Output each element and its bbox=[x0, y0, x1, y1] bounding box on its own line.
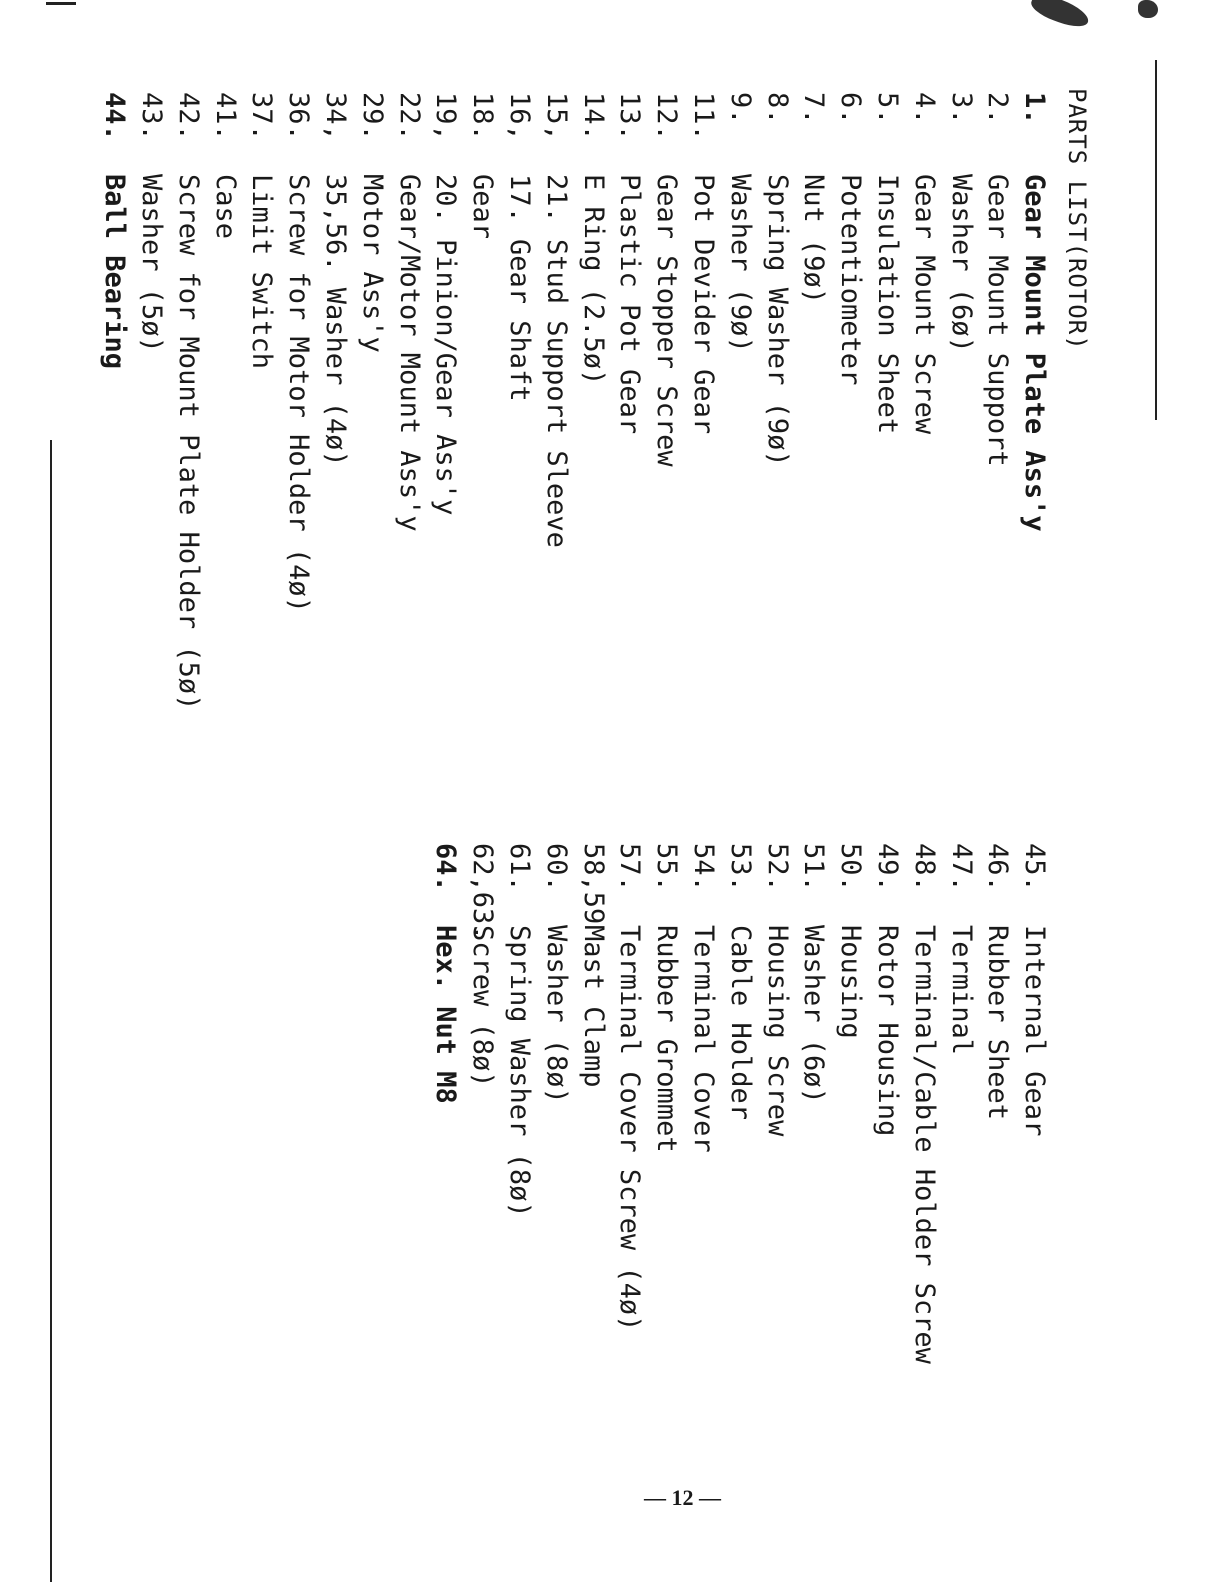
part-name: 35,56. Washer (4ø) bbox=[319, 174, 351, 467]
part-name: Potentiometer bbox=[835, 174, 867, 386]
part-item bbox=[722, 843, 759, 1364]
part-item bbox=[538, 843, 575, 1364]
part-number: 36. bbox=[283, 92, 315, 141]
part-name: Pot Devider Gear bbox=[687, 174, 719, 435]
part-number: 8. bbox=[761, 92, 793, 125]
part-name: Spring Washer (8ø) bbox=[503, 925, 535, 1218]
part-number: 54. bbox=[687, 843, 719, 892]
part-name: Screw for Mount Plate Holder (5ø) bbox=[172, 174, 204, 711]
part-name: Washer (6ø) bbox=[945, 174, 977, 353]
part-number: 57. bbox=[614, 843, 646, 892]
part-name: Washer (9ø) bbox=[724, 174, 756, 353]
part-item bbox=[906, 843, 943, 1364]
part-item bbox=[501, 843, 538, 1364]
part-name: Gear Mount Plate Ass'y bbox=[1019, 174, 1051, 532]
part-number: 37. bbox=[246, 92, 278, 141]
part-item bbox=[611, 843, 648, 1364]
part-item bbox=[795, 92, 832, 710]
part-name: Insulation Sheet bbox=[871, 174, 903, 435]
part-number: 2. bbox=[982, 92, 1014, 125]
part-number: 51. bbox=[798, 843, 830, 892]
part-name: Washer (6ø) bbox=[798, 925, 830, 1104]
part-name: Terminal/Cable Holder Screw bbox=[908, 925, 940, 1364]
part-item bbox=[869, 92, 906, 710]
part-name: Motor Ass'y bbox=[356, 174, 388, 353]
part-item bbox=[427, 92, 464, 710]
part-name: Internal Gear bbox=[1019, 925, 1051, 1137]
part-name: Mast Clamp bbox=[577, 925, 609, 1088]
part-number: 18. bbox=[467, 92, 499, 141]
part-name: Terminal Cover bbox=[687, 925, 719, 1153]
part-name: 20. Pinion/Gear Ass'y bbox=[430, 174, 462, 516]
part-number: 41. bbox=[209, 92, 241, 141]
part-number: 14. bbox=[577, 92, 609, 141]
part-name: Gear Mount Screw bbox=[908, 174, 940, 435]
part-name: Screw for Motor Holder (4ø) bbox=[283, 174, 315, 613]
part-number: 48. bbox=[908, 843, 940, 892]
part-item bbox=[979, 843, 1016, 1364]
part-item bbox=[611, 92, 648, 710]
part-number: 11. bbox=[687, 92, 719, 141]
part-name: Hex. Nut M8 bbox=[430, 925, 462, 1104]
part-item bbox=[317, 92, 354, 710]
part-item bbox=[575, 843, 612, 1364]
part-number: 34, bbox=[319, 92, 351, 141]
part-number: 12. bbox=[651, 92, 683, 141]
parts-list-left bbox=[96, 92, 1053, 710]
part-number: 19, bbox=[430, 92, 462, 141]
part-item bbox=[795, 843, 832, 1364]
part-item bbox=[685, 92, 722, 710]
part-item bbox=[943, 92, 980, 710]
part-item bbox=[96, 92, 133, 710]
part-number: 47. bbox=[945, 843, 977, 892]
part-item bbox=[979, 92, 1016, 710]
part-name: E Ring (2.5ø) bbox=[577, 174, 609, 386]
part-name: 17. Gear Shaft bbox=[503, 174, 535, 402]
part-name: Case bbox=[209, 174, 241, 240]
part-name: 21. Stud Support Sleeve bbox=[540, 174, 572, 548]
part-number: 22. bbox=[393, 92, 425, 141]
part-name: Rubber Sheet bbox=[982, 925, 1014, 1121]
part-number: 7. bbox=[798, 92, 830, 125]
part-item bbox=[832, 92, 869, 710]
part-item bbox=[722, 92, 759, 710]
part-name: Gear Mount Support bbox=[982, 174, 1014, 467]
part-name: Washer (8ø) bbox=[540, 925, 572, 1104]
part-item bbox=[575, 92, 612, 710]
part-item bbox=[501, 92, 538, 710]
parts-list-right bbox=[427, 843, 1053, 1364]
part-number: 16, bbox=[503, 92, 535, 141]
part-name: Screw (8ø) bbox=[467, 925, 499, 1088]
part-name: Gear bbox=[467, 174, 499, 240]
part-name: Cable Holder bbox=[724, 925, 756, 1121]
part-name: Terminal bbox=[945, 925, 977, 1056]
part-name: Gear/Motor Mount Ass'y bbox=[393, 174, 425, 532]
part-number: 60. bbox=[540, 843, 572, 892]
part-name: Terminal Cover Screw (4ø) bbox=[614, 925, 646, 1332]
part-number: 5. bbox=[871, 92, 903, 125]
part-item bbox=[648, 843, 685, 1364]
part-number: 1. bbox=[1019, 92, 1051, 125]
part-item bbox=[759, 843, 796, 1364]
part-name: Housing bbox=[835, 925, 867, 1039]
part-item bbox=[464, 843, 501, 1364]
part-item bbox=[391, 92, 428, 710]
part-number: 42. bbox=[172, 92, 204, 141]
part-item bbox=[869, 843, 906, 1364]
part-name: Washer (5ø) bbox=[135, 174, 167, 353]
page-title: PARTS LIST(ROTOR) bbox=[1063, 88, 1091, 351]
part-number: 6. bbox=[835, 92, 867, 125]
part-item bbox=[538, 92, 575, 710]
part-name: Gear Stopper Screw bbox=[651, 174, 683, 467]
part-item bbox=[943, 843, 980, 1364]
part-item bbox=[280, 92, 317, 710]
part-name: Housing Screw bbox=[761, 925, 793, 1137]
part-number: 50. bbox=[835, 843, 867, 892]
part-item bbox=[832, 843, 869, 1364]
part-item bbox=[1016, 843, 1053, 1364]
part-number: 64. bbox=[430, 843, 462, 892]
part-item bbox=[243, 92, 280, 710]
part-item bbox=[759, 92, 796, 710]
part-number: 61. bbox=[503, 843, 535, 892]
part-number: 49. bbox=[871, 843, 903, 892]
part-item bbox=[1016, 92, 1053, 710]
part-item bbox=[354, 92, 391, 710]
part-number: 13. bbox=[614, 92, 646, 141]
part-number: 44. bbox=[99, 92, 131, 141]
part-item bbox=[906, 92, 943, 710]
part-item bbox=[170, 92, 207, 710]
part-name: Rotor Housing bbox=[871, 925, 903, 1137]
part-number: 46. bbox=[982, 843, 1014, 892]
part-name: Ball Bearing bbox=[99, 174, 131, 370]
part-number: 58,59 bbox=[577, 843, 609, 925]
part-number: 45. bbox=[1019, 843, 1051, 892]
part-item bbox=[207, 92, 244, 710]
part-number: 43. bbox=[135, 92, 167, 141]
part-name: Spring Washer (9ø) bbox=[761, 174, 793, 467]
part-name: Limit Switch bbox=[246, 174, 278, 370]
part-number: 9. bbox=[724, 92, 756, 125]
part-number: 52. bbox=[761, 843, 793, 892]
part-item bbox=[464, 92, 501, 710]
part-number: 29. bbox=[356, 92, 388, 141]
part-name: Nut (9ø) bbox=[798, 174, 830, 305]
part-number: 55. bbox=[651, 843, 683, 892]
part-number: 53. bbox=[724, 843, 756, 892]
part-item bbox=[648, 92, 685, 710]
part-number: 3. bbox=[945, 92, 977, 125]
part-number: 62,63. bbox=[467, 843, 499, 941]
part-number: 4. bbox=[908, 92, 940, 125]
part-number: 15, bbox=[540, 92, 572, 141]
part-item bbox=[685, 843, 722, 1364]
part-item bbox=[133, 92, 170, 710]
part-item bbox=[427, 843, 464, 1364]
part-name: Plastic Pot Gear bbox=[614, 174, 646, 435]
part-name: Rubber Grommet bbox=[651, 925, 683, 1153]
page-number: — 12 — bbox=[644, 1485, 721, 1510]
